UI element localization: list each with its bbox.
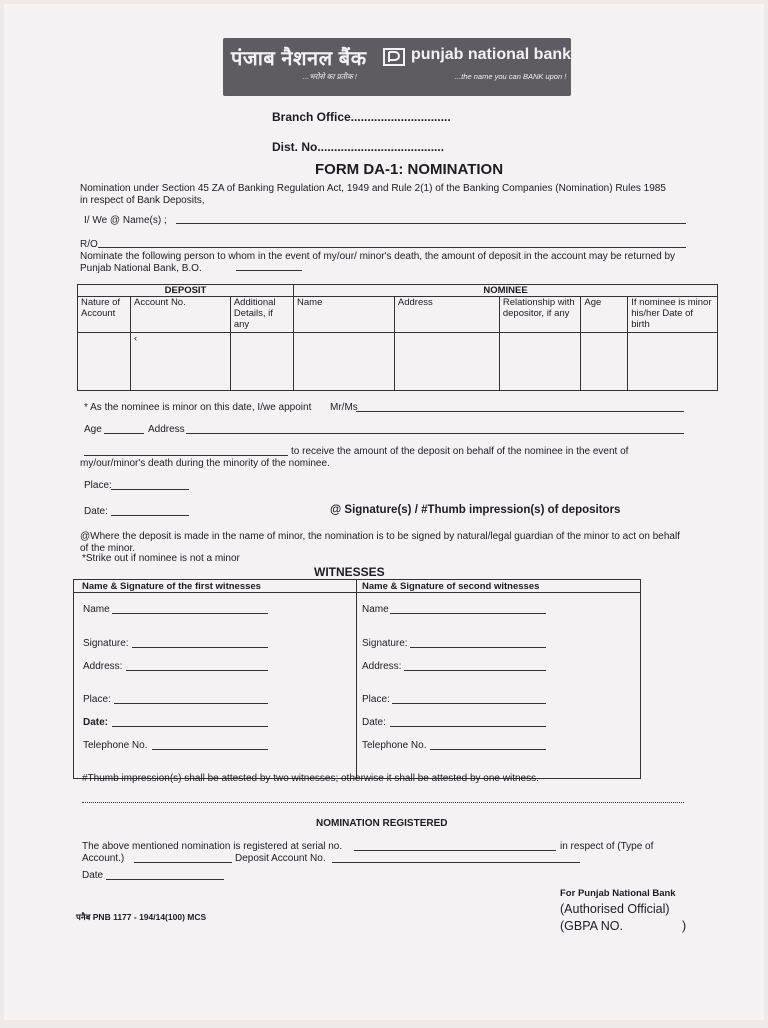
cell-relationship[interactable] [499, 333, 581, 391]
witnesses-divider [356, 580, 357, 778]
depositor-signature-heading: @ Signature(s) / #Thumb impression(s) of depositors [330, 504, 621, 516]
w2-telephone-label: Telephone No. [362, 740, 427, 751]
for-bank-label: For Punjab National Bank [560, 888, 676, 899]
w1-address-label: Address: [83, 661, 123, 672]
w1-date-line[interactable] [112, 726, 268, 727]
gbpa-no-close: ) [682, 919, 687, 933]
ro-label: R/O [80, 239, 98, 250]
appointee-name-line[interactable] [356, 411, 684, 412]
cell-nature-of-account[interactable] [78, 333, 131, 391]
guardian-note: @Where the deposit is made in the name of minor, the nomination is to be signed by natural/legal guardian of the minor to act on behalf of the minor. [80, 531, 680, 554]
place-input-line[interactable] [111, 489, 189, 490]
w1-place-line[interactable] [114, 703, 268, 704]
w2-address-line[interactable] [404, 670, 546, 671]
branch-input-line[interactable] [236, 270, 302, 271]
names-input-line[interactable] [176, 223, 686, 224]
col-nominee-address: Address [394, 297, 499, 333]
nomination-table [77, 284, 718, 391]
nominate-text: Nominate the following person to whom in the event of my/our/ minor's death, the amount of deposit in the account may be returned by Punjab National Bank, B.O. [80, 251, 676, 274]
intro-paragraph: Nomination under Section 45 ZA of Banking Regulation Act, 1949 and Rule 2(1) of the Banking Companies (Nomination) Rules 1985 in respect of Bank Deposits, [80, 183, 666, 206]
gbpa-no-label: (GBPA NO. [560, 919, 623, 933]
witnesses-box [73, 579, 641, 779]
w2-date-label: Date: [362, 717, 386, 728]
deposit-group-header: DEPOSIT [78, 285, 294, 297]
bank-name-english: punjab national bank [411, 46, 572, 63]
w1-telephone-label: Telephone No. [83, 740, 148, 751]
w2-address-label: Address: [362, 661, 402, 672]
names-label: I/ We @ Name(s) ; [84, 215, 167, 226]
col-age: Age [581, 297, 628, 333]
pnb-logo-banner [223, 38, 571, 96]
cell-nominee-address[interactable] [394, 333, 499, 391]
registered-date-line[interactable] [106, 879, 224, 880]
form-title: FORM DA-1: NOMINATION [315, 161, 504, 178]
cell-account-no[interactable] [130, 333, 230, 391]
branch-office-field[interactable]: Branch Office.............................. [272, 110, 451, 124]
registered-line1-text: The above mentioned nomination is registered at serial no. [82, 841, 343, 852]
col-relationship: Relationship with depositor, if any [499, 297, 581, 333]
authorised-official-label: (Authorised Official) [560, 902, 670, 916]
w2-signature-label: Signature: [362, 638, 408, 649]
address-label: Address [148, 424, 185, 435]
cell-minor-dob[interactable] [628, 333, 718, 391]
first-witness-header: Name & Signature of the first witnesses [82, 581, 261, 592]
deposit-account-no-line[interactable] [332, 862, 580, 863]
registered-title: NOMINATION REGISTERED [316, 818, 448, 829]
serial-no-line[interactable] [354, 850, 556, 851]
strike-out-note: *Strike out if nominee is not a minor [82, 553, 240, 564]
bank-name-hindi: पंजाब नैशनल बैंक [231, 48, 367, 70]
place-label: Place: [84, 480, 112, 491]
mr-ms-label: Mr/Ms [330, 402, 358, 413]
cell-nominee-name[interactable] [294, 333, 395, 391]
pen-mark: ‹ [133, 333, 138, 344]
receive-text: to receive the amount of the deposit on behalf of the nominee in the event of my/our/minor's death during the minority of the nominee. [80, 446, 629, 469]
date-label: Date: [84, 506, 108, 517]
col-account-no: Account No. [130, 297, 230, 333]
hindi-tagline: ...भरोसे का प्रतीक ! [303, 72, 357, 81]
deposit-account-no-label: Deposit Account No. [235, 853, 326, 864]
dist-no-field[interactable]: Dist. No...................................... [272, 140, 445, 154]
nominee-group-header: NOMINEE [294, 285, 718, 297]
w1-name-line[interactable] [112, 613, 268, 614]
date-input-line[interactable] [111, 515, 189, 516]
w1-signature-line[interactable] [132, 647, 268, 648]
english-tagline: ...the name you can BANK upon ! [455, 72, 567, 81]
col-additional-details: Additional Details, if any [230, 297, 293, 333]
account-type-line[interactable] [134, 862, 232, 863]
ro-input-line[interactable] [98, 247, 686, 248]
appointee-address-line[interactable] [186, 433, 684, 434]
w2-place-label: Place: [362, 694, 390, 705]
w2-signature-line[interactable] [410, 647, 546, 648]
age-label: Age [84, 424, 102, 435]
form-code: पनैब PNB 1177 - 194/14(100) MCS [76, 912, 207, 922]
second-witness-header: Name & Signature of second witnesses [362, 581, 540, 592]
w1-address-line[interactable] [126, 670, 268, 671]
w1-date-label: Date: [83, 717, 109, 728]
nomination-form-page [4, 4, 764, 1020]
account-type-label: Account.) [82, 853, 125, 864]
cell-additional-details[interactable] [230, 333, 293, 391]
col-nominee-name: Name [294, 297, 395, 333]
w1-telephone-line[interactable] [152, 749, 268, 750]
col-nature-of-account: Nature of Account [78, 297, 131, 333]
cell-age[interactable] [581, 333, 628, 391]
pnb-logo-icon [383, 46, 405, 68]
dotted-separator [82, 802, 684, 803]
w1-place-label: Place: [83, 694, 111, 705]
witnesses-title: WITNESSES [314, 565, 385, 579]
age-input-line[interactable] [104, 433, 144, 434]
w1-name-label: Name [83, 604, 110, 615]
w2-date-line[interactable] [390, 726, 546, 727]
attest-note: #Thumb impression(s) shall be attested by two witnesses; otherwise it shall be attested by one witness. [82, 773, 539, 784]
registered-date-label: Date [82, 870, 104, 881]
table-row [78, 333, 718, 391]
w2-telephone-line[interactable] [430, 749, 546, 750]
appoint-text: * As the nominee is minor on this date, I/we appoint [84, 402, 312, 413]
w2-name-label: Name [362, 604, 389, 615]
col-minor-dob: If nominee is minor his/her Date of birth [628, 297, 718, 333]
registered-line1-suffix: in respect of (Type of [560, 841, 654, 852]
w2-place-line[interactable] [392, 703, 546, 704]
w1-signature-label: Signature: [83, 638, 129, 649]
w2-name-line[interactable] [390, 613, 546, 614]
